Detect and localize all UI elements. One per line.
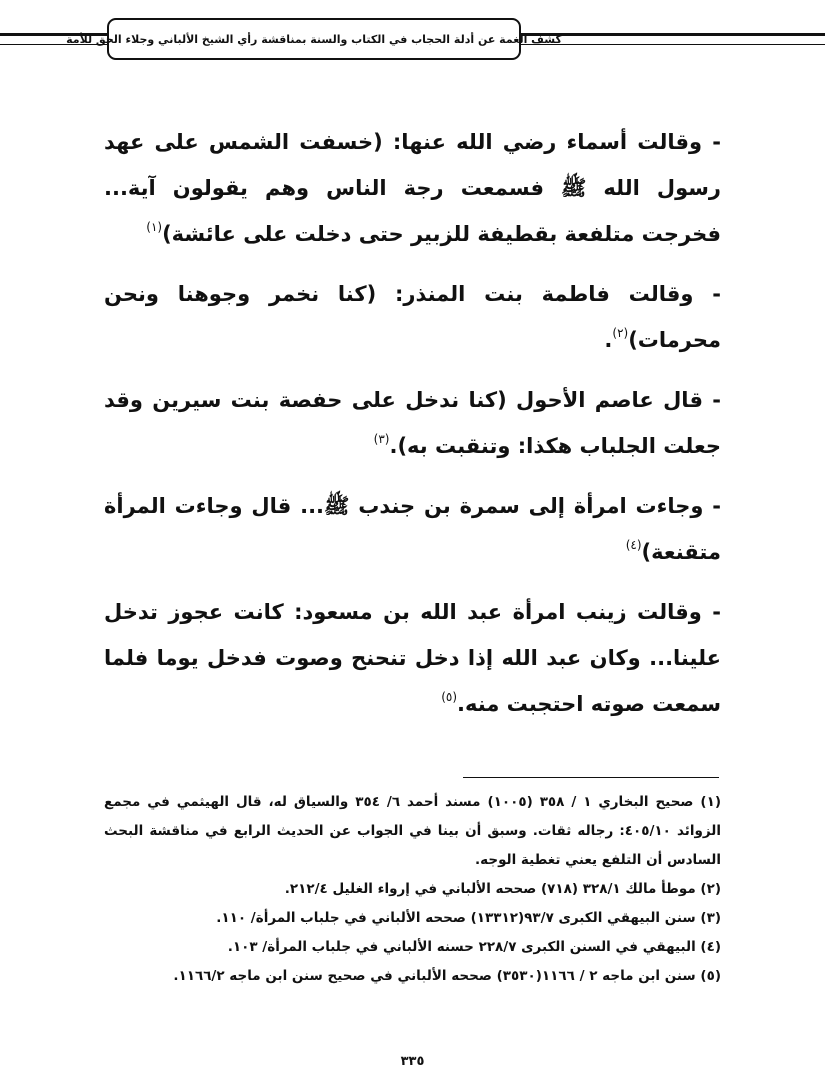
footnote-4: (٤) البيهقي في السنن الكبرى ٢٢٨/٧ حسنه الألباني في جلباب المرأة/ ١٠٣. [227,939,721,955]
book-title: كشف الغمة عن أدلة الحجاب في الكتاب والسنة بمناقشة رأي الشيخ الألباني وجلاء الحق للأمة [66,32,562,46]
footnote-ref-4: (٤) [625,538,642,552]
footnote-5: (٥) سنن ابن ماجه ٢ / ١١٦٦(٣٥٣٠) صححه الألباني في صحيح سنن ابن ماجه ١١٦٦/٢. [173,968,721,984]
body-text [104,119,721,741]
paragraph-4 [104,483,721,575]
paragraph-1 [104,119,721,257]
footnote-ref-2: (٢) [612,326,629,340]
paragraph-tail: . [604,328,613,352]
footnote-separator [463,777,719,778]
running-header [66,18,562,60]
paragraph-2 [104,271,721,363]
footnotes [104,788,721,991]
paragraph-5 [104,589,721,727]
paragraph-text: - وجاءت امرأة إلى سمرة بن جندب ﷺ... قال وجاءت المرأة متقنعة) [104,494,721,564]
footnote-ref-1: (١) [146,220,163,234]
footnote-ref-3: (٣) [373,432,390,446]
footnote-3: (٣) سنن البيهقي الكبرى ٩٣/٧(١٣٣١٢) صححه الألباني في جلباب المرأة/ ١١٠. [216,910,721,926]
footnote-1: (١) صحيح البخاري ١ / ٣٥٨ (١٠٠٥) مسند أحمد ٦/ ٣٥٤ والسياق له، قال الهيثمي في مجمع الزوائد ٤٠٥/١٠: رجاله ثقات. وسبق أن بينا في الجواب عن الحديث الرابع في مناقشة البحث السادس أن التلفع يعني تغطية الوجه. [104,794,721,868]
paragraph-text: - وقالت أسماء رضي الله عنها: (خسفت الشمس على عهد رسول الله ﷺ فسمعت رجة الناس وهم يقولون آية... فخرجت متلفعة بقطيفة للزبير حتى دخلت على عائشة) [104,130,721,246]
page-number: ٣٣٥ [400,1054,425,1069]
footnote-ref-5: (٥) [441,690,458,704]
paragraph-text: - وقالت فاطمة بنت المنذر: (كنا نخمر وجوهنا ونحن محرمات) [104,282,721,352]
header-rule-right [520,33,825,45]
paragraph-3 [104,377,721,469]
paragraph-text: - وقالت زينب امرأة عبد الله بن مسعود: كانت عجوز تدخل علينا... وكان عبد الله إذا دخل تنحنح وصوت فدخل يوما فلما سمعت صوته احتجبت منه. [104,600,721,716]
paragraph-text: - قال عاصم الأحول (كنا ندخل على حفصة بنت سيرين وقد جعلت الجلباب هكذا: وتنقبت به). [104,388,721,458]
footnote-2: (٢) موطأ مالك ٣٢٨/١ (٧١٨) صححه الألباني في إرواء الغليل ٢١٢/٤. [284,881,721,897]
